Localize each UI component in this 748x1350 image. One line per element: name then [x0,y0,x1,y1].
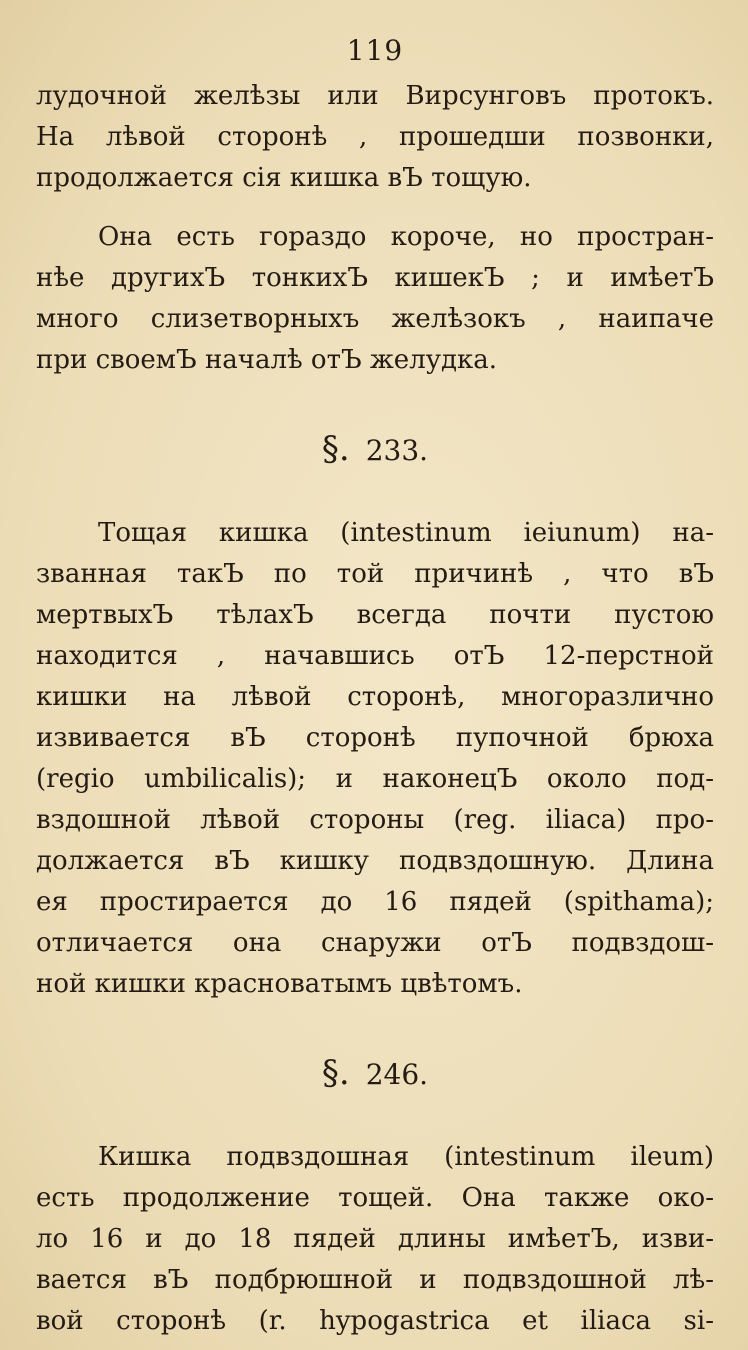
text-line: ной кишки красноватымъ цвѣтомъ. [36,969,523,999]
text-line: находится , начавшись отЪ 12-перстной [36,641,714,671]
text-line: при своемЪ началѣ отЪ желудка. [36,345,498,375]
section-heading-233 [36,419,714,479]
paragraph-continuation [36,76,714,199]
text-line: вой сторонѣ (r. hypogastrica et iliaca si- [36,1306,714,1336]
text-line: должается вЪ кишку подвздошную. Длина [36,846,714,876]
text-line: Тощая кишка (intestinum ieiunum) на- [98,518,714,548]
text-line: лудочной желѣзы или Вирсунговъ протокъ. [36,81,714,111]
text-line: ло 16 и до 18 пядей длины имѣетЪ, изви- [36,1224,714,1254]
text-line: вается вЪ подбрюшной и подвздошной лѣ- [36,1265,714,1295]
text-line: званная такЪ по той причинѣ , что вЪ [36,559,714,589]
text-line: есть продолжение тощей. Она также око- [36,1183,714,1213]
text-line: ея простирается до 16 пядей (spithama); [36,887,714,917]
section-number: 233. [365,434,429,467]
text-line: Кишка подвздошная (intestinum ileum) [98,1142,714,1172]
text-line: продолжается сія кишка вЪ тощую. [36,163,532,193]
section-mark: §. [321,1053,350,1093]
text-line: (regio umbilicalis); и наконецЪ около под- [36,764,714,794]
paragraph-jejunum-summary [36,217,714,381]
text-line: мертвыхЪ тѣлахЪ всегда почти пустою [36,600,714,630]
section-mark: §. [321,429,350,469]
text-line: отличается она снаружи отЪ подвздош- [36,928,714,958]
text-line: нѣе другихЪ тонкихЪ кишекЪ ; и имѣетЪ [36,263,714,293]
text-line: кишки на лѣвой сторонѣ, многоразлично [36,682,714,712]
section-heading-246 [36,1043,714,1103]
page-number: 119 [346,34,404,67]
text-line: На лѣвой сторонѣ , прошедши позвонки, [36,122,714,152]
text-line: Она есть гораздо короче, но простран- [98,222,714,252]
text-line: вздошной лѣвой стороны (reg. iliaca) про- [36,805,714,835]
paragraph-section-246 [36,1137,714,1342]
text-line: извивается вЪ сторонѣ пупочной брюха [36,723,714,753]
text-line: много слизетворныхъ желѣзокъ , наипаче [36,304,714,334]
paragraph-section-233 [36,513,714,1005]
section-number: 246. [365,1058,429,1091]
